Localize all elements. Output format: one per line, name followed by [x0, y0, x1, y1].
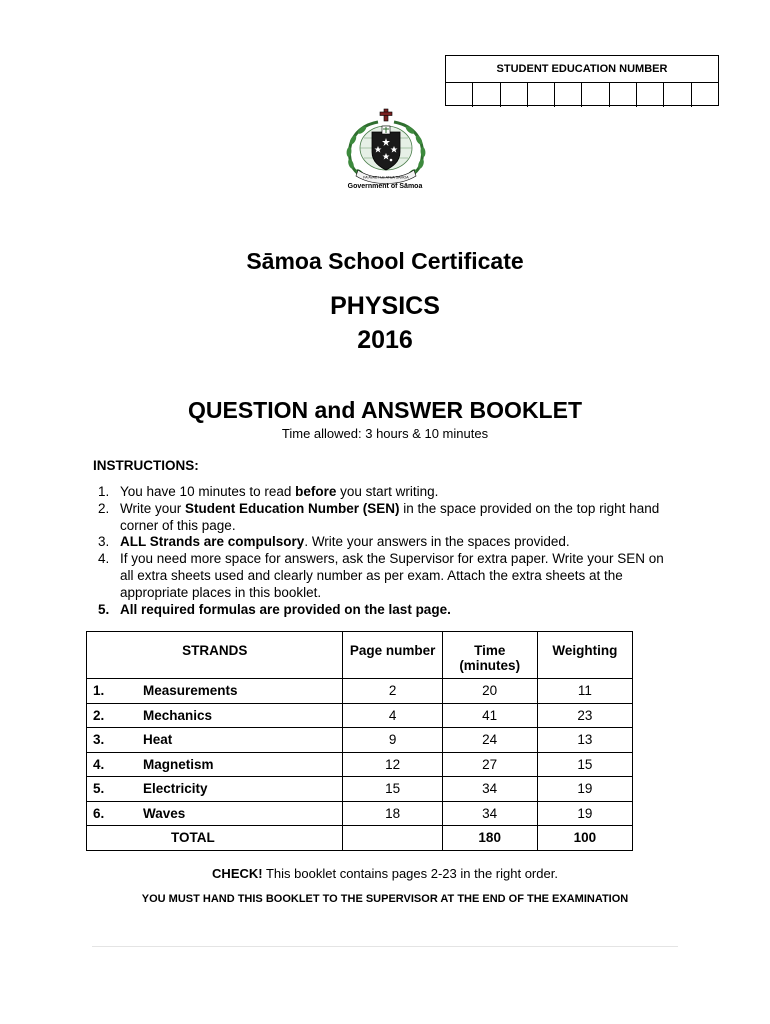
instruction-item [98, 484, 678, 501]
instructions-heading: INSTRUCTIONS: [93, 458, 199, 473]
strand-name: Electricity [143, 781, 208, 797]
total-time: 180 [442, 826, 537, 851]
strand-weighting: 15 [537, 752, 632, 777]
strand-time: 34 [442, 777, 537, 802]
strand-page-number: 12 [343, 752, 442, 777]
instruction-text-part: Student Education Number (SEN) [185, 500, 400, 516]
government-crest-icon [338, 108, 434, 186]
instruction-text-part: You have 10 minutes to read [120, 484, 296, 499]
table-row [87, 752, 633, 777]
time-allowed: Time allowed: 3 hours & 10 minutes [281, 426, 489, 441]
instruction-text-part: before [295, 484, 337, 499]
crest-motto: FA'AVAE I LE ATUA SAMOA [363, 175, 409, 180]
strand-page-number: 18 [343, 801, 442, 826]
strand-index: 4. [93, 756, 105, 772]
strand-cell [87, 703, 343, 728]
sen-digit-cell[interactable] [446, 83, 473, 107]
check-text: This booklet contains pages 2-23 in the right order. [262, 866, 558, 881]
sen-digit-cell[interactable] [582, 83, 609, 107]
table-row [87, 728, 633, 753]
strand-name: Magnetism [143, 756, 214, 772]
strand-weighting: 11 [537, 679, 632, 704]
instruction-number: 1. [98, 484, 110, 499]
instruction-text [120, 501, 678, 535]
header-time: Time (minutes) [442, 632, 537, 679]
strand-weighting: 19 [537, 777, 632, 802]
instruction-item [98, 551, 678, 601]
instruction-item [98, 501, 678, 535]
total-page [343, 826, 442, 851]
page-divider [92, 946, 678, 947]
check-bold: CHECK! [212, 866, 263, 881]
strand-cell [87, 777, 343, 802]
strand-page-number: 4 [343, 703, 442, 728]
instruction-number: 2. [98, 500, 110, 516]
instruction-item [98, 602, 678, 619]
instruction-text [120, 551, 678, 601]
instruction-number: 4. [98, 551, 110, 567]
instructions-list [98, 484, 678, 618]
strand-cell [87, 752, 343, 777]
instruction-text-part: ALL Strands are compulsory [120, 534, 305, 550]
strand-time: 24 [442, 728, 537, 753]
header-page-number: Page number [343, 632, 442, 679]
sen-digit-cell[interactable] [692, 83, 718, 107]
strand-index: 2. [93, 707, 105, 723]
table-row [87, 703, 633, 728]
strand-time: 27 [442, 752, 537, 777]
instruction-text-part: Write your [120, 500, 186, 516]
instruction-text [120, 484, 678, 501]
strand-index: 6. [93, 805, 105, 821]
instruction-text-part: . Write your answers in the spaces provided. [304, 534, 570, 550]
subject-title: PHYSICS [330, 292, 440, 320]
strand-time: 20 [442, 679, 537, 704]
strand-index: 5. [93, 781, 105, 797]
sen-digit-cell[interactable] [501, 83, 528, 107]
strand-name: Heat [143, 732, 173, 748]
strand-name: Waves [143, 805, 186, 821]
strand-cell [87, 801, 343, 826]
sen-digit-cell[interactable] [664, 83, 691, 107]
strand-weighting: 13 [537, 728, 632, 753]
instruction-text-part: in the space provided on the top right hand corner of this page. [120, 500, 660, 533]
sen-title: STUDENT EDUCATION NUMBER [446, 56, 718, 83]
strand-weighting: 19 [537, 801, 632, 826]
strand-time: 41 [442, 703, 537, 728]
sen-digit-cell[interactable] [528, 83, 555, 107]
table-row [87, 777, 633, 802]
instruction-text-part: All required formulas are provided on the last page. [120, 601, 451, 617]
sen-digit-cell[interactable] [473, 83, 500, 107]
sen-digit-cell[interactable] [610, 83, 637, 107]
total-row [87, 826, 633, 851]
check-note [0, 866, 770, 881]
booklet-title: QUESTION and ANSWER BOOKLET [188, 397, 582, 423]
strand-cell [87, 728, 343, 753]
strand-page-number: 15 [343, 777, 442, 802]
total-label: TOTAL [87, 826, 343, 851]
strand-weighting: 23 [537, 703, 632, 728]
sen-digit-cell[interactable] [637, 83, 664, 107]
sen-digit-cell[interactable] [555, 83, 582, 107]
strand-name: Mechanics [143, 707, 213, 723]
instruction-text [120, 602, 678, 619]
certificate-title: Sāmoa School Certificate [246, 248, 524, 274]
table-row [87, 801, 633, 826]
sen-cells [446, 83, 718, 107]
instruction-text-part: If you need more space for answers, ask the Supervisor for extra paper. Write your SEN on all extra sheets used and clearly number as per exam. Attach the extra sheets at the appropriate places in this booklet. [120, 551, 664, 600]
instruction-number: 5. [98, 601, 110, 617]
hand-in-notice: YOU MUST HAND THIS BOOKLET TO THE SUPERVISOR AT THE END OF THE EXAMINATION [141, 893, 629, 905]
instruction-number: 3. [98, 534, 110, 550]
table-row [87, 679, 633, 704]
strand-name: Measurements [143, 683, 238, 699]
strand-index: 3. [93, 732, 105, 748]
strand-cell [87, 679, 343, 704]
instruction-text [120, 534, 678, 551]
exam-year: 2016 [357, 326, 413, 354]
strand-page-number: 9 [343, 728, 442, 753]
total-weighting: 100 [537, 826, 632, 851]
strands-table [86, 631, 633, 851]
strand-index: 1. [93, 683, 105, 699]
header-strands: STRANDS [87, 632, 343, 679]
instruction-item [98, 534, 678, 551]
student-education-number-box [445, 55, 719, 106]
table-header-row [87, 632, 633, 679]
instruction-text-part: you start writing. [336, 484, 439, 499]
strand-time: 34 [442, 801, 537, 826]
header-weighting: Weighting [537, 632, 632, 679]
strand-page-number: 2 [343, 679, 442, 704]
government-label: Government of Sāmoa [347, 183, 423, 190]
